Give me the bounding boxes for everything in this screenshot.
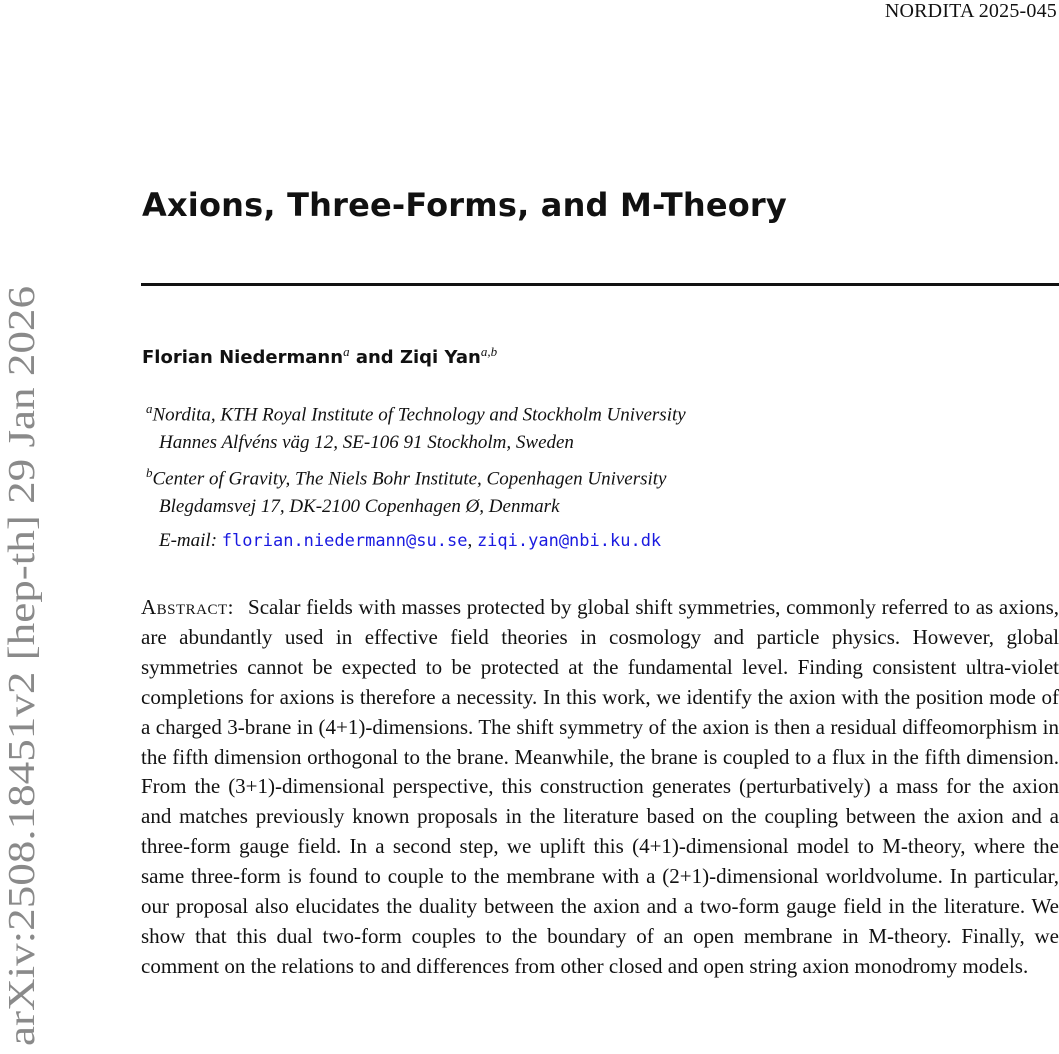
report-number: NORDITA 2025-045: [884, 0, 1057, 22]
abstract-heading: Abstract:: [141, 595, 235, 619]
email-separator: ,: [467, 530, 477, 551]
affiliation-institution: Center of Gravity, The Niels Bohr Institute, Copenhagen University: [152, 468, 667, 490]
title-rule: [141, 283, 1059, 286]
author-affiliation-mark: a,b: [480, 344, 498, 359]
arxiv-stamp-svg: [0, 0, 44, 1054]
affiliation-address: Hannes Alfvéns väg 12, SE-106 91 Stockholm, Sweden: [159, 432, 574, 454]
email-link[interactable]: ziqi.yan@nbi.ku.dk: [476, 531, 662, 551]
affiliation-institution: Nordita, KTH Royal Institute of Technology and Stockholm University: [152, 404, 686, 426]
email-line: [159, 530, 661, 552]
abstract-body: Scalar fields with masses protected by global shift symmetries, commonly referred to as axions, are abundantly used in effective field theories in cosmology and particle physics. However, global symmetries cannot be expected to be protected at the fundamental level. Finding consistent ultra-violet completions for axions is therefore a necessity. In this work, we identify the axion with the position mode of a charged 3-brane in (4+1)-dimensions. The shift symmetry of the axion is then a residual diffeomorphism in the fifth dimension orthogonal to the brane. Meanwhile, the brane is coupled to a flux in the fifth dimension. From the (3+1)-dimensional perspective, this construction generates (perturbatively) a mass for the axion and matches previously known proposals in the literature based on the coupling between the axion and a three-form gauge field. In a second step, we uplift this (4+1)-dimensional model to M-theory, where the same three-form is found to couple to the membrane with a (2+1)-dimensional worldvolume. In particular, our proposal also elucidates the duality between the axion and a two-form gauge field in the literature. We show that this dual two-form couples to the boundary of an open membrane in M-theory. Finally, we comment on the relations to and differences from other closed and open string axion monodromy models.: [141, 595, 1059, 978]
paper-title: Axions, Three-Forms, and M-Theory: [142, 186, 787, 224]
affiliation-address: Blegdamsvej 17, DK-2100 Copenhagen Ø, Denmark: [159, 496, 560, 518]
arxiv-stamp-text: arXiv:2508.18451v2 [hep-th] 29 Jan 2026: [1, 405, 43, 1046]
author-name: Florian Niedermann: [142, 347, 344, 368]
author-affiliation-mark: a: [343, 344, 350, 359]
arxiv-stamp[interactable]: [0, 0, 44, 1054]
affiliation: [146, 459, 667, 521]
author-list: [142, 344, 497, 368]
author-joiner: and: [349, 347, 400, 368]
email-link[interactable]: florian.niedermann@su.se: [221, 531, 468, 551]
author-name: Ziqi Yan: [399, 347, 481, 368]
affiliation-mark: a: [146, 401, 153, 416]
email-label: E-mail:: [159, 530, 218, 551]
affiliation-mark: b: [146, 465, 153, 480]
affiliation: [146, 395, 686, 457]
abstract: [141, 593, 1059, 982]
